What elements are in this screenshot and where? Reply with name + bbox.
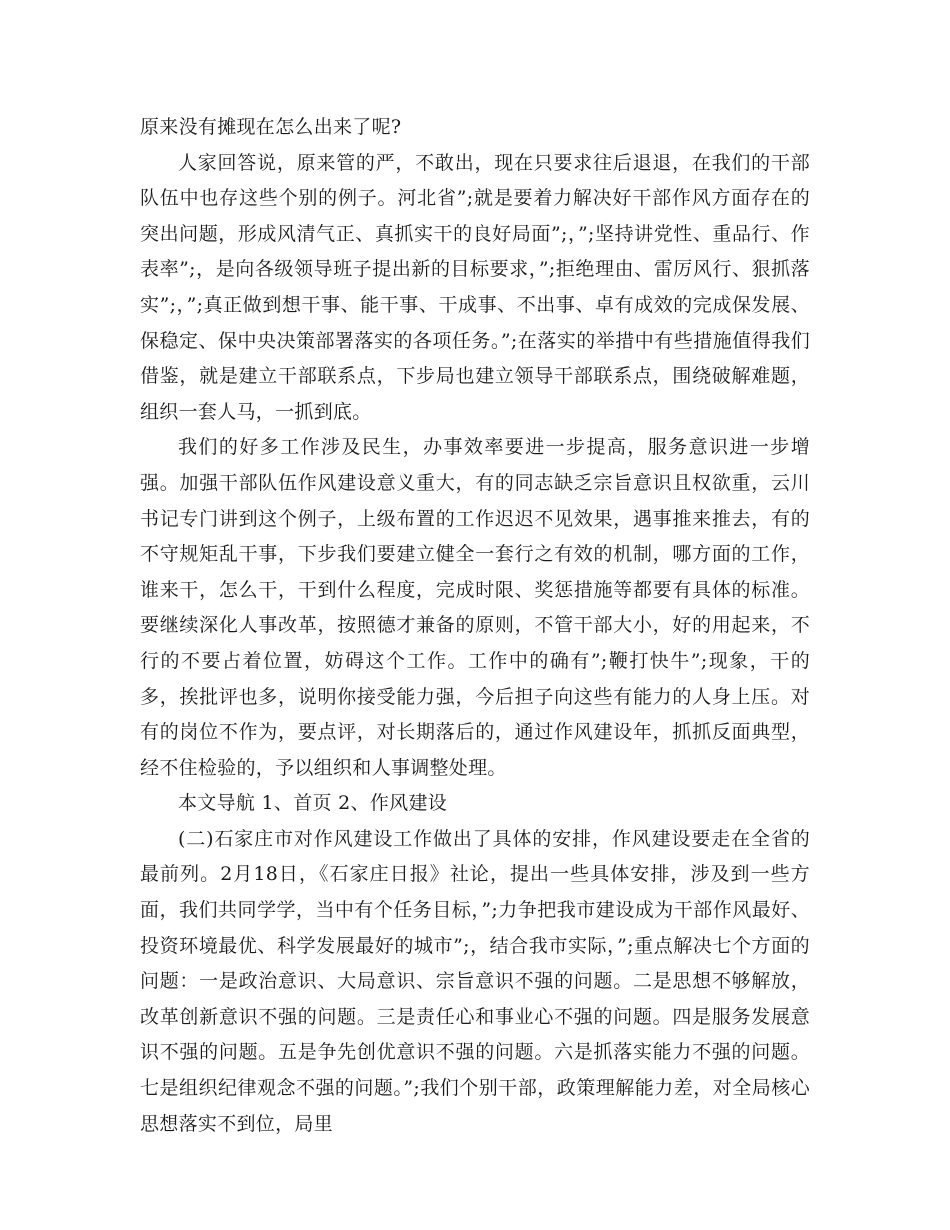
paragraph-continuation: 原来没有摊现在怎么出来了呢? bbox=[140, 116, 402, 138]
article-navigation: 本文导航 1、首页 2、作风建设 bbox=[178, 792, 448, 815]
paragraph-efficiency: 我们的好多工作涉及民生，办事效率要进一步提高，服务意识进一步增强。加强干部队伍作风建设意义重大，有的同志缺乏宗旨意识且权欲重，云川书记专门讲到这个例子，上级布置的工作迟迟不见效果，遇事推来推去，有的不守规矩乱干事，下步我们要建立健全一套行之有效的机制，哪方面的工作，谁来干，怎么干，干到什么程度，完成时限、奖惩措施等都要有具体的标准。要继续深化人事改革，按照德才兼备的原则，不管干部大小，好的用起来，不行的不要占着位置，妨碍这个工作。工作中的确有”;鞭打快牛”;现象，干的多，挨批评也多，说明你接受能力强，今后担子向这些有能力的人身上压。对有的岗位不作为，要点评，对长期落后的，通过作风建设年，抓抓反面典型，经不住检验的，予以组织和人事调整处理。 bbox=[140, 436, 810, 779]
paragraph-answer: 人家回答说，原来管的严，不敢出，现在只要求往后退退，在我们的干部队伍中也存这些个别的例子。河北省”;就是要着力解决好干部作风方面存在的突出问题，形成风清气正、真抓实干的良好局面”;，”;坚持讲党性、重品行、作表率”;，是向各级领导班子提出新的目标要求，”;拒绝理由、雷厉风行、狠抓落实”;，”;真正做到想干事、能干事、干成事、不出事、卓有成效的完成保发展、保稳定、保中央决策部署落实的各项任务。”;在落实的举措中有些措施值得我们借鉴，就是建立干部联系点，下步局也建立领导干部联系点，围绕破解难题，组织一套人马，一抓到底。 bbox=[140, 151, 810, 423]
paragraph-shijiazhuang: (二)石家庄市对作风建设工作做出了具体的安排，作风建设要走在全省的最前列。2月18日，《石家庄日报》社论，提出一些具体安排，涉及到一些方面，我们共同学学，当中有个任务目标，”;力争把我市建设成为干部作风最好、投资环境最优、科学发展最好的城市”;，结合我市实际，”;重点解决七个方面的问题：一是政治意识、大局意识、宗旨意识不强的问题。二是思想不够解放，改革创新意识不强的问题。三是责任心和事业心不强的问题。四是服务发展意识不强的问题。五是争先创优意识不强的问题。六是抓落实能力不强的问题。七是组织纪律观念不强的问题。”;我们个别干部，政策理解能力差，对全局核心思想落实不到位，局里 bbox=[140, 827, 810, 1135]
document-body bbox=[140, 110, 810, 1142]
